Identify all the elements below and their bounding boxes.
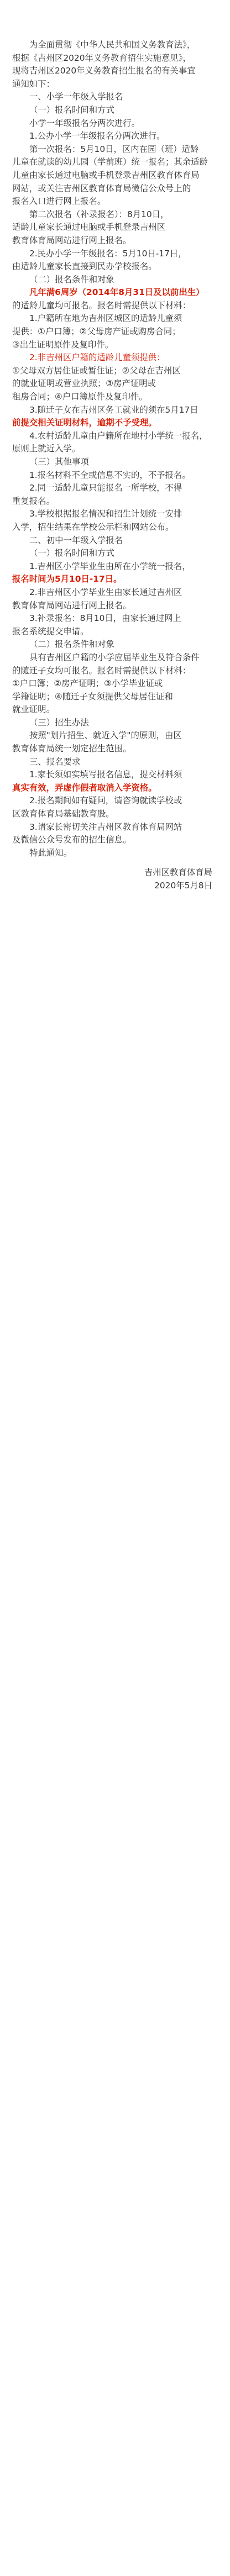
- text-line: 1.公办小学一年级报名分两次进行。: [29, 131, 165, 141]
- text-line: 具有吉州区户籍的小学应届毕业生及符合条件: [29, 652, 200, 662]
- text-line: （二）报名条件和对象: [29, 639, 114, 650]
- text-line: 报名系统提交申请。: [12, 626, 89, 636]
- text-line: 1.户籍所在地为吉州区城区的适龄儿童须: [29, 313, 182, 324]
- text-line: 由适龄儿童家长直接到民办学校报名。: [12, 261, 157, 272]
- text-line: 学籍证明；④随迁子女须提供父母居住证和: [12, 691, 173, 702]
- text-line: 按照"划片招生、就近入学"的原则，由区: [29, 730, 182, 741]
- text-line: 儿童由家长通过电脑或手机登录吉州区教育体育局: [12, 170, 200, 180]
- text-line: 二、初中一年级入学报名: [29, 535, 123, 545]
- text-line: 的适龄儿童均可报名。报名时需提供以下材料：: [12, 300, 191, 310]
- text-line: 3.请家长密切关注吉州区教育体育局网站: [29, 821, 182, 832]
- text-line: 真实有效，弄虚作假者取消入学资格。: [12, 782, 157, 793]
- text-line: 的随迁子女均可报名。报名时需提供以下材料：: [12, 665, 191, 676]
- text-line: 教育体育局网站进行网上报名。: [12, 235, 132, 245]
- text-line: ①户口簿；②房产证明；③小学毕业证或: [12, 678, 163, 689]
- text-line: 现将吉州区2020年义务教育招生报名的有关事宜: [12, 66, 196, 76]
- signature-organization: 吉州区教育体育局: [144, 867, 212, 878]
- text-line: 小学一年级报名分两次进行。: [29, 118, 140, 128]
- text-line: 及微信公众号发布的招生信息。: [12, 835, 132, 845]
- text-line: 1.报名材料不全或信息不实的，不予报名。: [29, 470, 191, 480]
- text-line: 第一次报名：5月10日，区内在园（班）适龄: [29, 144, 199, 154]
- text-line: 根据《吉州区2020年义务教育招生实施意见》，: [12, 52, 191, 63]
- text-line: 2.非吉州区户籍的适龄儿童须提供：: [29, 352, 165, 363]
- text-line: 通知如下：: [12, 78, 55, 89]
- text-line: 4.农村适龄儿童由户籍所在地村小学统一报名，: [29, 430, 208, 441]
- text-line: 特此通知。: [29, 847, 72, 858]
- text-line: 租房合同；④户口簿原件及复印件。: [12, 392, 148, 402]
- text-line: 凡年满6周岁（2014年8月31日及以前出生）: [29, 287, 205, 298]
- text-line: 1.吉州区小学毕业生由所在小学统一报名，: [29, 561, 191, 571]
- text-line: （三）招生办法: [29, 717, 89, 728]
- text-line: 1.家长须如实填写报名信息，提交材料须: [29, 770, 182, 780]
- text-line: 3.补录报名：8月10日，由家长通过网上: [29, 613, 181, 624]
- text-line: 区教育体育局基础教育股。: [12, 809, 114, 819]
- text-line: （二）报名条件和对象: [29, 274, 114, 285]
- text-line: 第二次报名（补录报名）：8月10日，: [29, 209, 169, 219]
- text-line: 儿童在就读的幼儿园（学前班）统一报名；其余适龄: [12, 157, 208, 167]
- text-line: （三）其他事项: [29, 457, 89, 467]
- signature-gap: [12, 860, 218, 866]
- text-line: 前提交相关证明材料，逾期不予受理。: [12, 418, 157, 428]
- document-text: [12, 39, 218, 860]
- text-line: 一、小学一年级入学报名: [29, 92, 123, 102]
- text-line: 报名时间为5月10日-17日。: [12, 574, 122, 584]
- text-line: 适龄儿童家长通过电脑或手机登录吉州区: [12, 222, 166, 233]
- text-line: 2.同一适龄儿童只能报名一所学校，不得: [29, 483, 182, 493]
- text-line: 原则上就近入学。: [12, 444, 81, 454]
- text-line: 2.非吉州区小学毕业生由家长通过吉州区: [29, 587, 182, 597]
- text-line: 2.民办小学一年级报名：5月10日-17日，: [29, 248, 187, 259]
- text-line: ③出生证明原件及复印件。: [12, 339, 114, 350]
- text-line: 教育体育局网站进行网上报名。: [12, 600, 132, 610]
- text-line: 入学，招生结果在学校公示栏和网站公布。: [12, 521, 174, 532]
- signature-date: 2020年5月8日: [154, 881, 212, 891]
- text-line: 提供：①户口簿；②父母房产证或购房合同；: [12, 326, 181, 337]
- text-line: 3.学校根据报名情况和招生计划统一安排: [29, 509, 182, 519]
- text-line: 报名入口进行网上报名。: [12, 196, 106, 207]
- text-line: 网站，或关注吉州区教育体育局微信公众号上的: [12, 183, 191, 193]
- text-line: ①父母双方居住证或暂住证；②父母在吉州区: [12, 365, 181, 376]
- text-line: 为全面贯彻《中华人民共和国义务教育法》，: [29, 40, 196, 50]
- text-line: 的就业证明或营业执照；③房产证明或: [12, 378, 156, 389]
- text-line: 教育体育局统一划定招生范围。: [12, 744, 132, 754]
- text-line: 2.报名期间如有疑问，请咨询就读学校或: [29, 796, 182, 806]
- text-line: 3.随迁子女在吉州区务工就业的须在5月17日: [29, 404, 198, 415]
- text-line: 就业证明。: [12, 704, 55, 715]
- text-line: 三、报名要求: [29, 756, 81, 767]
- text-line: （一）报名时间和方式: [29, 548, 114, 559]
- text-line: （一）报名时间和方式: [29, 104, 114, 115]
- text-line: 重复报名。: [12, 496, 55, 506]
